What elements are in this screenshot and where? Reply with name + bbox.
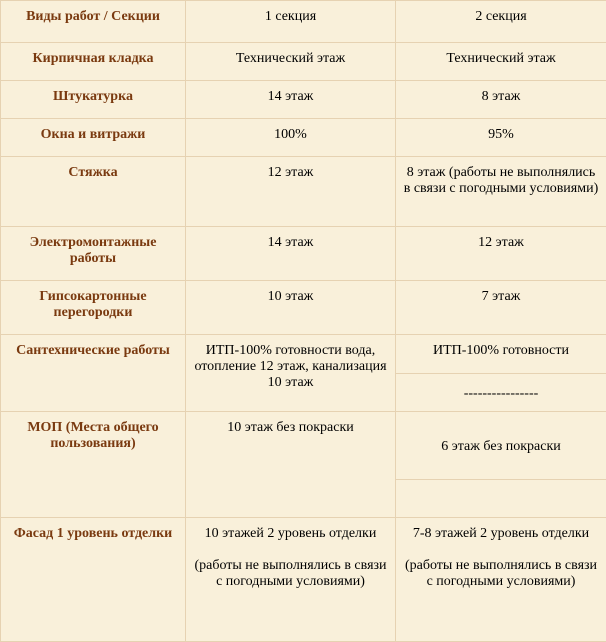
- facade-section-2-main: 7-8 этажей 2 уровень отделки: [412, 525, 590, 541]
- row-label-masonry: Кирпичная кладка: [1, 43, 186, 81]
- cell-mop-section-2-empty: [396, 479, 606, 517]
- facade-section-1-main: 10 этажей 2 уровень отделки: [204, 525, 377, 541]
- header-section-1: 1 секция: [186, 1, 396, 43]
- cell-mop-section-2: 6 этаж без покраски: [396, 411, 606, 479]
- row-label-facade: Фасад 1 уровень отделки: [1, 517, 186, 641]
- table-row: [1, 43, 606, 81]
- row-label-electrical: Электромонтажные работы: [1, 227, 186, 281]
- table-row: [1, 411, 606, 445]
- paragraph-gap: [402, 542, 600, 558]
- cell-plaster-section-1: 14 этаж: [186, 81, 396, 119]
- cell-plumbing-section-2-itp: ИТП-100% готовности: [396, 335, 606, 373]
- header-section-2: 2 секция: [396, 1, 606, 43]
- row-label-mop: МОП (Места общего пользования): [1, 411, 186, 517]
- cell-plaster-section-2: 8 этаж: [396, 81, 606, 119]
- cell-plumbing-section-2-dashes: ----------------: [396, 373, 606, 411]
- table-row: [1, 281, 606, 335]
- cell-mop-section-1: 10 этаж без покраски: [186, 411, 396, 517]
- row-label-drywall: Гипсокартонные перегородки: [1, 281, 186, 335]
- table-row: [1, 517, 606, 641]
- table-row: [1, 157, 606, 227]
- cell-masonry-section-1: Технический этаж: [186, 43, 396, 81]
- cell-electrical-section-1: 14 этаж: [186, 227, 396, 281]
- row-label-plumbing: Сантехнические работы: [1, 335, 186, 411]
- cell-drywall-section-1: 10 этаж: [186, 281, 396, 335]
- paragraph-gap: [192, 542, 389, 558]
- cell-masonry-section-2: Технический этаж: [396, 43, 606, 81]
- row-label-plaster: Штукатурка: [1, 81, 186, 119]
- cell-facade-section-1: [186, 517, 396, 641]
- cell-screed-section-1: 12 этаж: [186, 157, 396, 227]
- cell-electrical-section-2: 12 этаж: [396, 227, 606, 281]
- table-row: [1, 81, 606, 119]
- table-row: [1, 119, 606, 157]
- cell-drywall-section-2: 7 этаж: [396, 281, 606, 335]
- cell-plumbing-section-1: ИТП-100% готовности вода, отопление 12 этаж, канализация 10 этаж: [186, 335, 396, 411]
- table-row: [1, 227, 606, 281]
- cell-facade-section-2: [396, 517, 606, 641]
- table-row: [1, 335, 606, 373]
- table-header-row: [1, 1, 606, 43]
- cell-windows-section-2: 95%: [396, 119, 606, 157]
- cell-screed-section-2: 8 этаж (работы не выполнялись в связи с погодными условиями): [396, 157, 606, 227]
- header-work-type: Виды работ / Секции: [1, 1, 186, 43]
- row-label-windows: Окна и витражи: [1, 119, 186, 157]
- facade-section-2-note: (работы не выполнялись в связи с погодными условиями): [404, 557, 598, 589]
- cell-windows-section-1: 100%: [186, 119, 396, 157]
- facade-section-1-note: (работы не выполнялись в связи с погодными условиями): [194, 557, 387, 589]
- row-label-screed: Стяжка: [1, 157, 186, 227]
